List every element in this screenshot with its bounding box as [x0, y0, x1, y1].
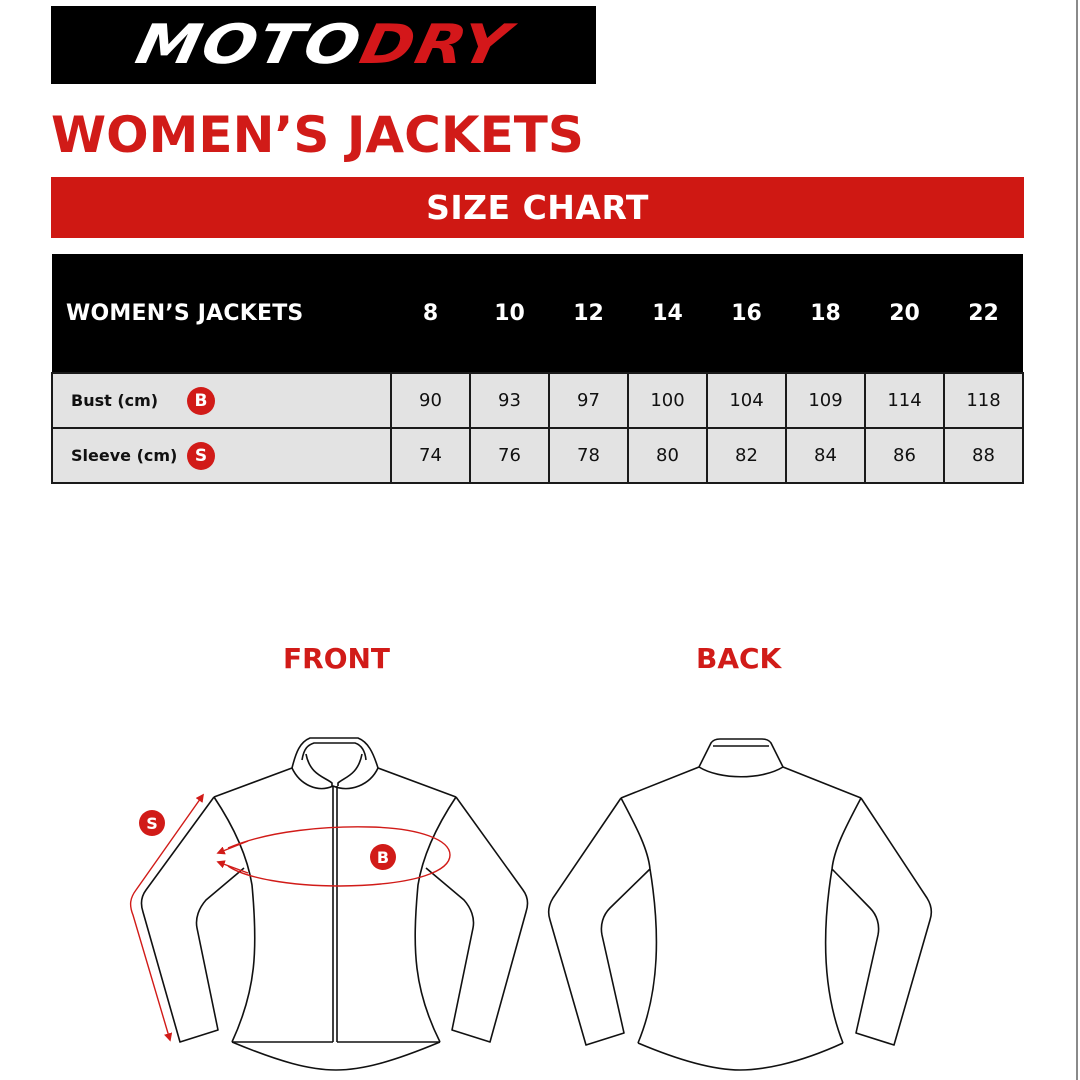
bust-label-text: Bust (cm)	[71, 391, 159, 410]
back-shoulder-left	[621, 767, 699, 798]
back-jacket-drawing	[549, 739, 931, 1070]
table-cell: 93	[470, 373, 549, 428]
back-body-left	[621, 798, 656, 1043]
front-label: FRONT	[283, 642, 391, 675]
table-cell: 84	[786, 428, 865, 483]
bust-badge-icon: B	[187, 387, 215, 415]
svg-text:S: S	[146, 814, 158, 833]
size-header: 22	[944, 254, 1023, 373]
table-cell: 90	[391, 373, 470, 428]
size-header: 14	[628, 254, 707, 373]
back-shoulder-right	[783, 767, 861, 798]
sleeve-measurement	[131, 795, 203, 1040]
size-header: 18	[786, 254, 865, 373]
table-cell: 118	[944, 373, 1023, 428]
sleeve-badge-icon: S	[187, 442, 215, 470]
logo-text-moto: MOTO	[130, 13, 368, 77]
back-hem	[638, 1043, 843, 1070]
table-cell: 114	[865, 373, 944, 428]
size-header: 8	[391, 254, 470, 373]
back-sleeve-left	[549, 798, 650, 1045]
table-cell: 74	[391, 428, 470, 483]
size-header: 20	[865, 254, 944, 373]
back-sleeve-right	[832, 798, 931, 1045]
sleeve-marker-icon	[139, 810, 165, 836]
table-cell: 82	[707, 428, 786, 483]
back-label: BACK	[696, 642, 782, 675]
logo-text-dry: DRY	[354, 13, 517, 77]
sleeve-label-text: Sleeve (cm)	[71, 446, 178, 465]
front-shoulder-right	[378, 768, 456, 797]
table-header-label: WOMEN’S JACKETS	[52, 254, 391, 373]
table-cell: 80	[628, 428, 707, 483]
table-cell: 88	[944, 428, 1023, 483]
size-header: 12	[549, 254, 628, 373]
page-title: WOMEN’S JACKETS	[51, 106, 584, 164]
table-cell: 76	[470, 428, 549, 483]
svg-text:B: B	[376, 848, 390, 867]
front-body-left	[214, 797, 255, 1042]
back-collar-outline	[699, 739, 783, 767]
front-shoulder-left	[214, 768, 292, 797]
table-cell: 97	[549, 373, 628, 428]
front-jacket-drawing	[141, 738, 527, 1070]
front-sleeve-right	[426, 797, 528, 1042]
size-header: 16	[707, 254, 786, 373]
table-cell: 109	[786, 373, 865, 428]
front-zipper	[333, 786, 337, 1042]
table-cell: 100	[628, 373, 707, 428]
bust-measurement	[218, 827, 450, 886]
table-cell: 86	[865, 428, 944, 483]
size-header: 10	[470, 254, 549, 373]
table-cell: 78	[549, 428, 628, 483]
back-body-right	[826, 798, 861, 1043]
bust-marker-icon	[370, 844, 396, 870]
table-cell: 104	[707, 373, 786, 428]
banner-label: SIZE CHART	[426, 188, 649, 227]
